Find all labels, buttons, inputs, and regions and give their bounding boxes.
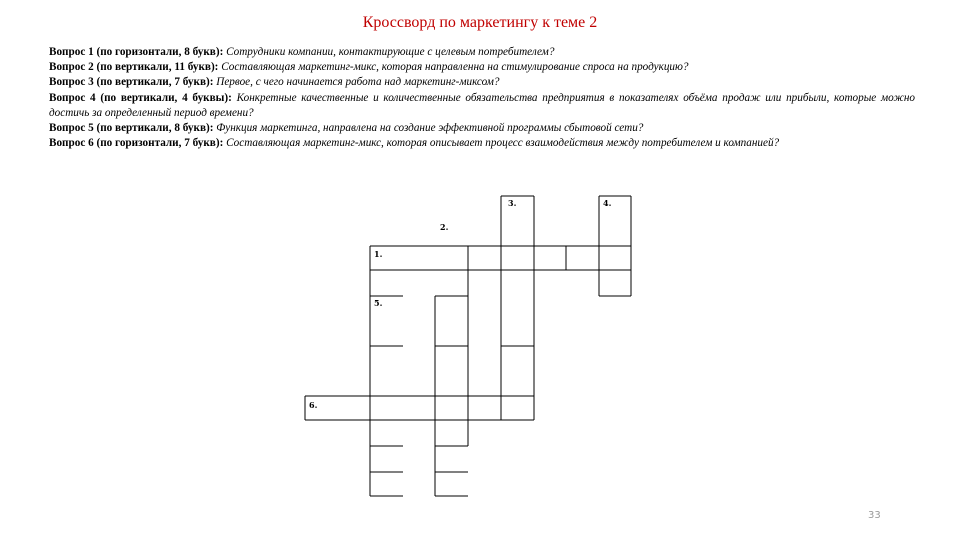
question-label: Вопрос 5 (по вертикали, 8 букв): — [49, 122, 214, 135]
page-number: 33 — [868, 510, 881, 521]
question-text: Сотрудники компании, контактирующие с целевым потребителем? — [226, 46, 555, 58]
clue-number-4: 4. — [603, 198, 612, 208]
question-text: Конкретные качественные и количественные обязательства предприятия в показателях объёма продаж или прибыли, которые можно достичь за определенный период времени? — [49, 91, 915, 119]
question-label: Вопрос 2 (по вертикали, 11 букв): — [49, 61, 219, 74]
clue-number-1: 1. — [374, 249, 383, 259]
question-text: Составляющая маркетинг-микс, которая направленна на стимулирование спроса на продукцию? — [221, 61, 689, 74]
question-text: Первое, с чего начинается работа над маркетинг-миксом? — [216, 76, 500, 89]
question-label: Вопрос 1 (по горизонтали, 8 букв): — [49, 46, 224, 58]
clue-number-2: 2. — [440, 222, 449, 232]
question-label: Вопрос 3 (по вертикали, 7 букв): — [49, 76, 214, 89]
clue-number-3: 3. — [508, 198, 517, 208]
clue-number-5: 5. — [374, 298, 383, 308]
question-text: Функция маркетинга, направлена на создание эффективной программы сбытовой сети? — [216, 122, 644, 135]
page-title: Кроссворд по маркетингу к теме 2 — [362, 14, 598, 31]
question-label: Вопрос 6 (по горизонтали, 7 букв): — [49, 137, 224, 150]
clue-number-6: 6. — [309, 400, 318, 410]
question-text: Составляющая маркетинг-микс, которая описывает процесс взаимодействия между потребителем и компанией? — [226, 137, 780, 150]
question-label: Вопрос 4 (по вертикали, 4 буквы): — [49, 91, 232, 104]
